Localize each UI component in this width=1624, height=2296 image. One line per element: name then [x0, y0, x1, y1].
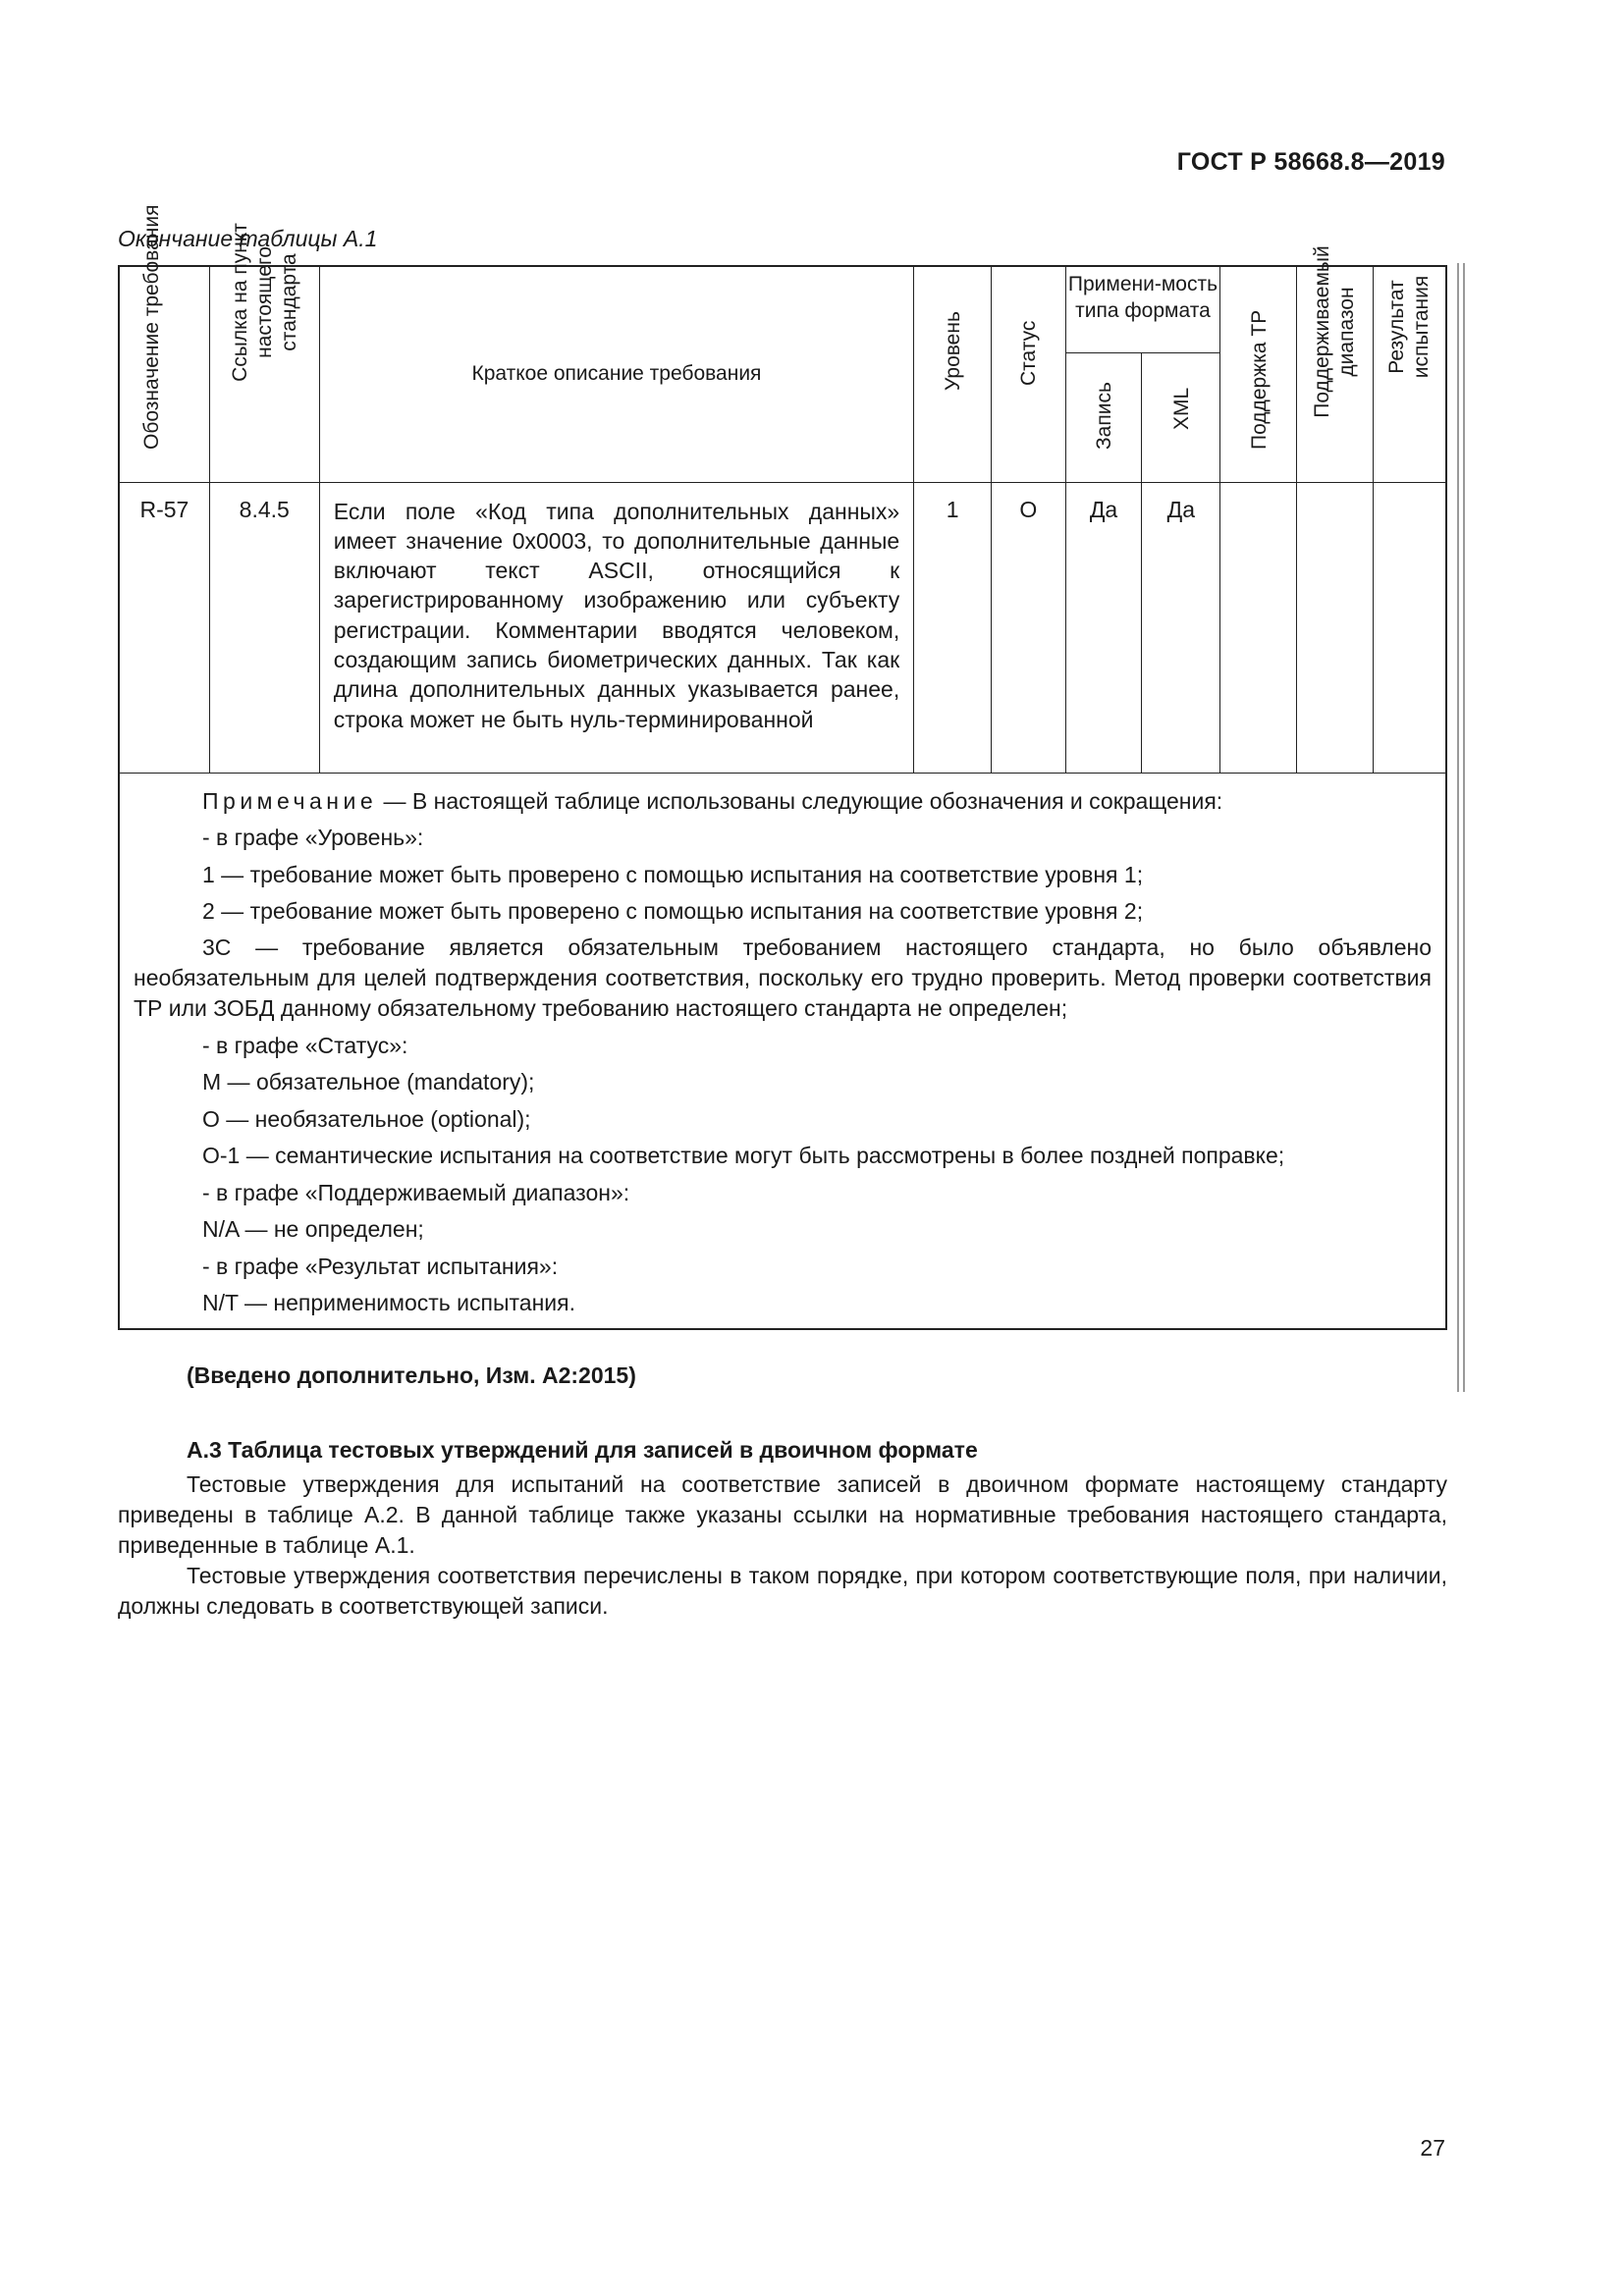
- header-status: [992, 266, 1066, 482]
- cell-status: О: [992, 482, 1066, 773]
- section-title: А.3 Таблица тестовых утверждений для записей в двоичном формате: [187, 1437, 978, 1463]
- note-intro-line: [134, 783, 1432, 821]
- note-line: 1 — требование может быть проверено с помощью испытания на соответствие уровня 1;: [202, 861, 1144, 887]
- cell-record: Да: [1065, 482, 1142, 773]
- header-status-text: Статус: [1017, 320, 1041, 386]
- header-range: [1297, 244, 1374, 482]
- note-line: О-1 — семантические испытания на соответствие могут быть рассмотрены в более поздней поправке;: [202, 1143, 1285, 1168]
- header-applicability: Примени-мость типа формата: [1065, 266, 1220, 352]
- header-xml-text: XML: [1169, 387, 1193, 430]
- section-paragraph: Тестовые утверждения для испытаний на соответствие записей в двоичном формате настоящему стандарту приведены в таблице А.2. В данной таблице также указаны ссылки на нормативные требования настоящего стандарта, приведенные в таблице А.1.: [118, 1471, 1447, 1558]
- cell-result: [1373, 482, 1446, 773]
- page-number: 27: [1420, 2135, 1445, 2161]
- header-ref-text: Ссылка на пункт настоящего стандарта: [229, 222, 301, 382]
- header-level-text: Уровень: [942, 310, 965, 391]
- cell-desc: Если поле «Код типа дополнительных данных» имеет значение 0x0003, то дополнительные данные включают текст ASCII, относящийся к зарегистрированному изображению или субъекту регистрации. Комментарии вводятся человеком, создающим запись биометрических данных. Так как длина дополнительных данных указывается ранее, строка может не быть нуль-терминированной: [319, 482, 913, 773]
- cell-level: 1: [914, 482, 992, 773]
- header-req-id-text: Обозначение требования: [140, 204, 164, 450]
- table-note: [119, 773, 1446, 1329]
- note-line: О — необязательное (optional);: [202, 1105, 531, 1132]
- note-row: [119, 773, 1446, 1329]
- cell-ref: 8.4.5: [209, 482, 319, 773]
- note-line: N/T — неприменимость испытания.: [202, 1290, 575, 1315]
- change-bar: [1457, 263, 1465, 1392]
- document-code: ГОСТ Р 58668.8—2019: [1176, 148, 1445, 176]
- cell-xml: Да: [1142, 482, 1220, 773]
- note-line: - в графе «Поддерживаемый диапазон»:: [202, 1179, 630, 1205]
- note-intro: — В настоящей таблице использованы следующие обозначения и сокращения:: [377, 787, 1223, 814]
- note-label: Примечание: [202, 787, 378, 814]
- note-line: - в графе «Уровень»:: [202, 825, 424, 850]
- header-tp-support-text: Поддержка ТР: [1247, 309, 1271, 450]
- table-row: [119, 482, 1446, 773]
- cell-tp-support: [1220, 482, 1297, 773]
- note-line: М — обязательное (mandatory);: [202, 1069, 535, 1095]
- header-record-text: Запись: [1093, 381, 1116, 450]
- cell-range: [1297, 482, 1374, 773]
- header-tp-support: [1220, 266, 1297, 482]
- header-row-1: [119, 266, 1446, 352]
- note-line: N/A — не определен;: [202, 1216, 424, 1242]
- amendment-note: (Введено дополнительно, Изм. А2:2015): [187, 1362, 636, 1388]
- header-record: [1065, 352, 1142, 482]
- header-range-text: Поддерживаемый диапазон: [1311, 244, 1359, 418]
- note-line: - в графе «Статус»:: [202, 1032, 408, 1058]
- header-level: [914, 266, 992, 482]
- table-caption: Окончание таблицы А.1: [118, 226, 378, 251]
- note-line: - в графе «Результат испытания»:: [202, 1253, 559, 1279]
- section-paragraph: Тестовые утверждения соответствия перечислены в таком порядке, при котором соответствующие поля, при наличии, должны следовать в соответствующей записи.: [118, 1563, 1447, 1619]
- note-paragraph: 3С — требование является обязательным требованием настоящего стандарта, но было объявлено необязательным для целей подтверждения соответствия, поскольку его трудно проверить. Метод проверки соответствия ТР или ЗОБД данному обязательному требованию настоящего стандарта не определен;: [134, 934, 1432, 1021]
- note-line: 2 — требование может быть проверено с помощью испытания на соответствие уровня 2;: [202, 898, 1144, 924]
- header-result-text: Результат испытания: [1385, 275, 1434, 378]
- header-desc: Краткое описание требования: [319, 266, 913, 482]
- cell-req-id: R-57: [119, 482, 209, 773]
- header-result: [1373, 266, 1446, 482]
- header-ref: [209, 222, 319, 482]
- header-xml: [1142, 352, 1220, 482]
- header-req-id: [119, 204, 209, 482]
